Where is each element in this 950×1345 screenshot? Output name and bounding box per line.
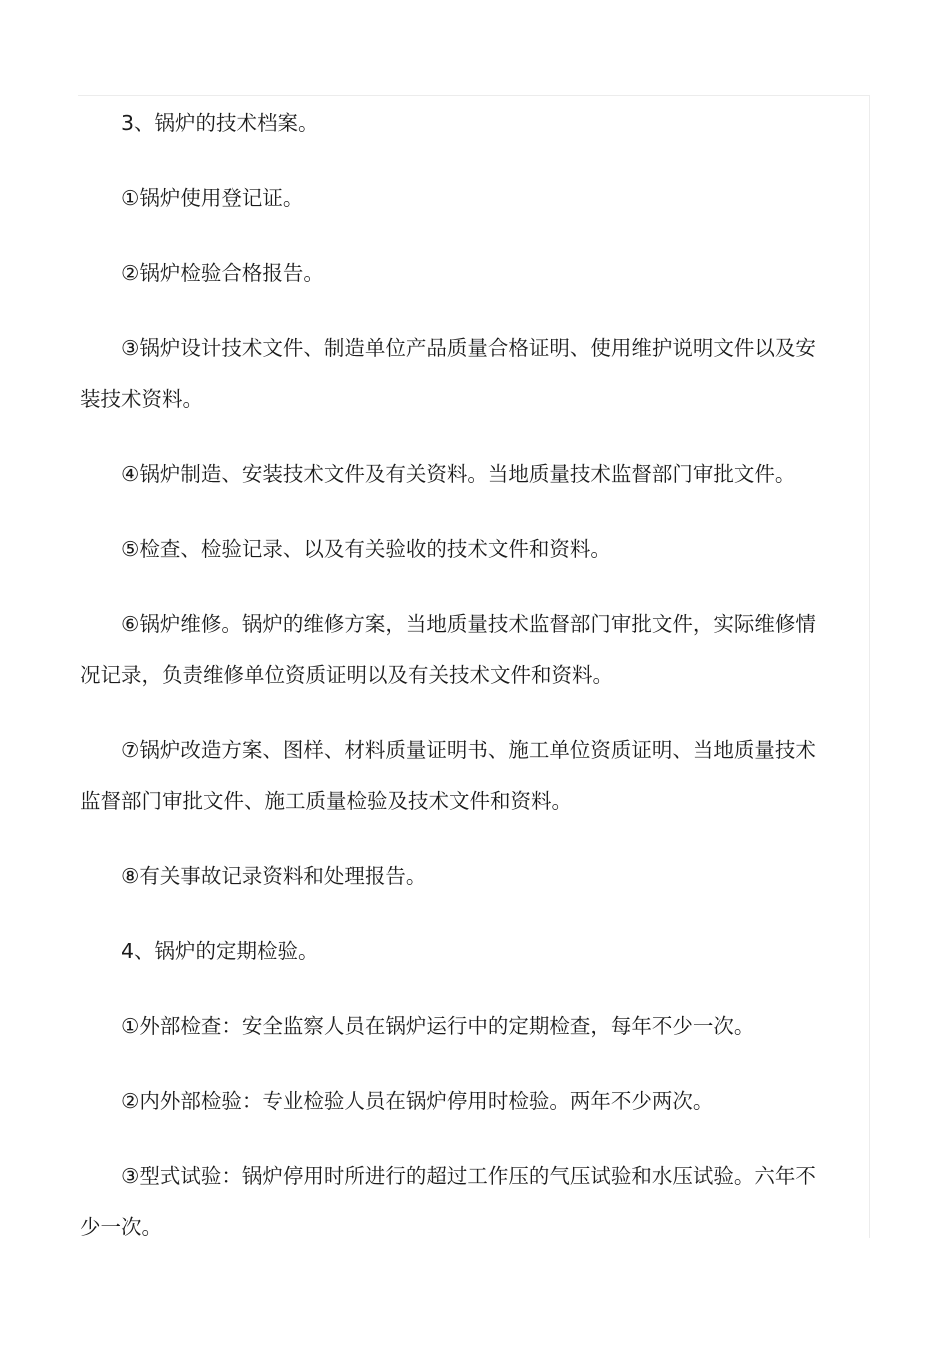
list-item: ②内外部检验：专业检验人员在锅炉停用时检验。两年不少两次。 — [121, 1089, 714, 1113]
list-item: ①外部检查：安全监察人员在锅炉运行中的定期检查，每年不少一次。 — [121, 1014, 755, 1038]
list-item: ⑧有关事故记录资料和处理报告。 — [121, 864, 427, 888]
document-body — [80, 98, 820, 1277]
section-heading-4: 4、锅炉的定期检验。 — [121, 939, 319, 963]
list-item: ③锅炉设计技术文件、制造单位产品质量合格证明、使用维护说明文件以及安装技术资料。 — [80, 336, 816, 411]
list-item: ⑦锅炉改造方案、图样、材料质量证明书、施工单位资质证明、当地质量技术监督部门审批文件、施工质量检验及技术文件和资料。 — [80, 738, 816, 813]
list-item: ⑥锅炉维修。锅炉的维修方案，当地质量技术监督部门审批文件，实际维修情况记录，负责维修单位资质证明以及有关技术文件和资料。 — [80, 612, 816, 687]
list-item: ③型式试验：锅炉停用时所进行的超过工作压的气压试验和水压试验。六年不少一次。 — [80, 1164, 816, 1239]
list-item: ②锅炉检验合格报告。 — [121, 261, 324, 285]
page-frame-right-border — [869, 95, 870, 1238]
list-item: ⑤检查、检验记录、以及有关验收的技术文件和资料。 — [121, 537, 611, 561]
page-frame-top-border — [78, 95, 870, 96]
section-heading-3: 3、锅炉的技术档案。 — [121, 111, 319, 135]
list-item: ①锅炉使用登记证。 — [121, 186, 304, 210]
list-item: ④锅炉制造、安装技术文件及有关资料。当地质量技术监督部门审批文件。 — [121, 462, 796, 486]
